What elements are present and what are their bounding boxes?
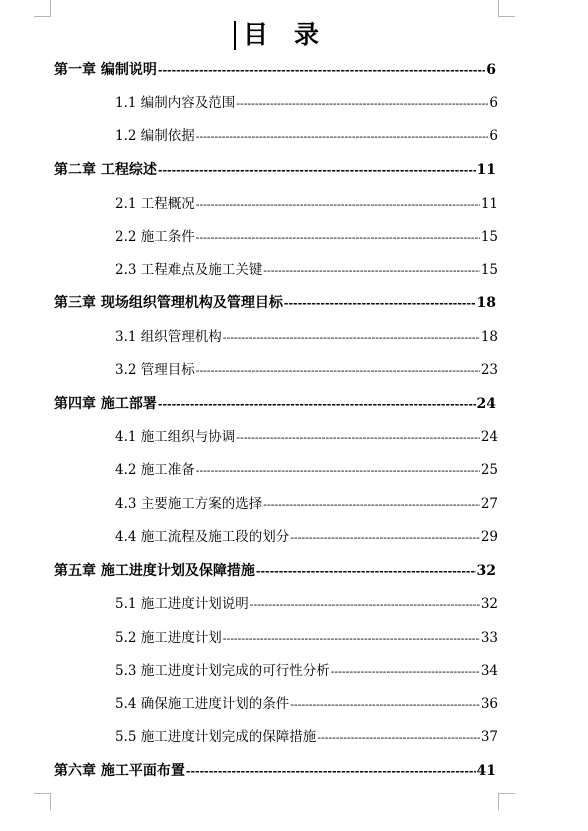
toc-dot-leader xyxy=(263,495,480,515)
toc-page-number: 32 xyxy=(476,563,496,579)
toc-entry-label: 第四章 施工部署 xyxy=(54,396,157,412)
toc-dot-leader xyxy=(186,762,476,782)
toc-entry-label: 第五章 施工进度计划及保障措施 xyxy=(54,563,255,579)
toc-dot-leader xyxy=(196,361,480,381)
toc-entry-label: 4.1 施工组织与协调 xyxy=(115,429,236,445)
toc-page-number: 11 xyxy=(476,162,496,178)
toc-title: 目录 xyxy=(242,20,345,49)
toc-entry-label: 3.2 管理目标 xyxy=(115,362,195,378)
toc-page-number: 37 xyxy=(480,729,498,745)
toc-entry-label: 5.2 施工进度计划 xyxy=(115,630,222,646)
toc-entry-label: 4.2 施工准备 xyxy=(115,462,195,478)
toc-page-number: 32 xyxy=(480,596,498,612)
toc-page-number: 11 xyxy=(480,196,498,212)
toc-chapter-entry[interactable] xyxy=(54,60,496,80)
toc-page-number: 23 xyxy=(480,362,498,378)
toc-section-entry[interactable] xyxy=(115,93,498,113)
toc-entry-label: 第二章 工程综述 xyxy=(54,162,157,178)
toc-dot-leader xyxy=(196,127,489,147)
toc-dot-leader xyxy=(317,728,480,748)
margin-mark-top-right xyxy=(498,0,515,17)
toc-page-number: 18 xyxy=(476,295,496,311)
toc-section-entry[interactable] xyxy=(115,594,498,614)
toc-page-number: 24 xyxy=(476,396,496,412)
toc-dot-leader xyxy=(236,428,480,448)
toc-chapter-entry[interactable] xyxy=(54,293,496,313)
toc-section-entry[interactable] xyxy=(115,227,498,247)
toc-page-number: 24 xyxy=(480,429,498,445)
toc-entry-label: 1.2 编制依据 xyxy=(115,128,195,144)
toc-entry-label: 1.1 编制内容及范围 xyxy=(115,95,236,111)
margin-mark-bottom-right xyxy=(498,793,515,810)
toc-chapter-entry[interactable] xyxy=(54,561,496,581)
toc-entry-label: 5.4 确保施工进度计划的条件 xyxy=(115,696,290,712)
toc-page-number: 18 xyxy=(480,329,498,345)
toc-page-number: 29 xyxy=(480,529,498,545)
margin-mark-bottom-left xyxy=(34,793,51,810)
toc-chapter-entry[interactable] xyxy=(54,160,496,180)
toc-dot-leader xyxy=(250,595,480,615)
toc-dot-leader xyxy=(196,195,480,215)
toc-dot-leader xyxy=(196,461,480,481)
toc-dot-leader xyxy=(290,528,480,548)
toc-section-entry[interactable] xyxy=(115,260,498,280)
toc-section-entry[interactable] xyxy=(115,327,498,347)
toc-page-number: 33 xyxy=(480,630,498,646)
toc-page-number: 6 xyxy=(489,128,498,144)
toc-section-entry[interactable] xyxy=(115,661,498,681)
toc-entry-label: 2.3 工程难点及施工关键 xyxy=(115,262,263,278)
toc-dot-leader xyxy=(256,562,476,582)
toc-chapter-entry[interactable] xyxy=(54,394,496,414)
toc-dot-leader xyxy=(236,94,488,114)
toc-entry-label: 2.1 工程概况 xyxy=(115,196,195,212)
toc-page-number: 15 xyxy=(480,262,498,278)
toc-page-number: 25 xyxy=(480,462,498,478)
toc-entry-label: 第三章 现场组织管理机构及管理目标 xyxy=(54,295,283,311)
toc-page-number: 27 xyxy=(480,496,498,512)
toc-dot-leader xyxy=(290,695,480,715)
toc-section-entry[interactable] xyxy=(115,126,498,146)
toc-dot-leader xyxy=(331,662,480,682)
toc-section-entry[interactable] xyxy=(115,427,498,447)
toc-page-number: 41 xyxy=(476,763,496,779)
toc-section-entry[interactable] xyxy=(115,694,498,714)
toc-section-entry[interactable] xyxy=(115,494,498,514)
toc-entry-label: 4.4 施工流程及施工段的划分 xyxy=(115,529,290,545)
toc-dot-leader xyxy=(196,228,480,248)
toc-dot-leader xyxy=(284,294,476,314)
toc-page-number: 36 xyxy=(480,696,498,712)
toc-section-entry[interactable] xyxy=(115,527,498,547)
toc-section-entry[interactable] xyxy=(115,628,498,648)
toc-entry-label: 第六章 施工平面布置 xyxy=(54,763,185,779)
toc-page-number: 6 xyxy=(486,62,496,78)
toc-entry-label: 4.3 主要施工方案的选择 xyxy=(115,496,263,512)
toc-dot-leader xyxy=(263,261,480,281)
toc-entry-label: 第一章 编制说明 xyxy=(54,62,157,78)
toc-page-number: 15 xyxy=(480,229,498,245)
toc-dot-leader xyxy=(158,61,485,81)
toc-page-number: 6 xyxy=(489,95,498,111)
toc-dot-leader xyxy=(158,395,476,415)
toc-entry-label: 5.5 施工进度计划完成的保障措施 xyxy=(115,729,317,745)
toc-section-entry[interactable] xyxy=(115,460,498,480)
toc-page-number: 34 xyxy=(480,663,498,679)
toc-chapter-entry[interactable] xyxy=(54,761,496,781)
toc-section-entry[interactable] xyxy=(115,194,498,214)
toc-entry-label: 5.1 施工进度计划说明 xyxy=(115,596,249,612)
toc-dot-leader xyxy=(223,629,480,649)
toc-dot-leader xyxy=(223,328,480,348)
toc-section-entry[interactable] xyxy=(115,360,498,380)
toc-section-entry[interactable] xyxy=(115,727,498,747)
toc-dot-leader xyxy=(158,161,476,181)
toc-entry-label: 2.2 施工条件 xyxy=(115,229,195,245)
margin-mark-top-left xyxy=(34,0,51,17)
toc-entry-label: 3.1 组织管理机构 xyxy=(115,329,222,345)
toc-entry-label: 5.3 施工进度计划完成的可行性分析 xyxy=(115,663,330,679)
